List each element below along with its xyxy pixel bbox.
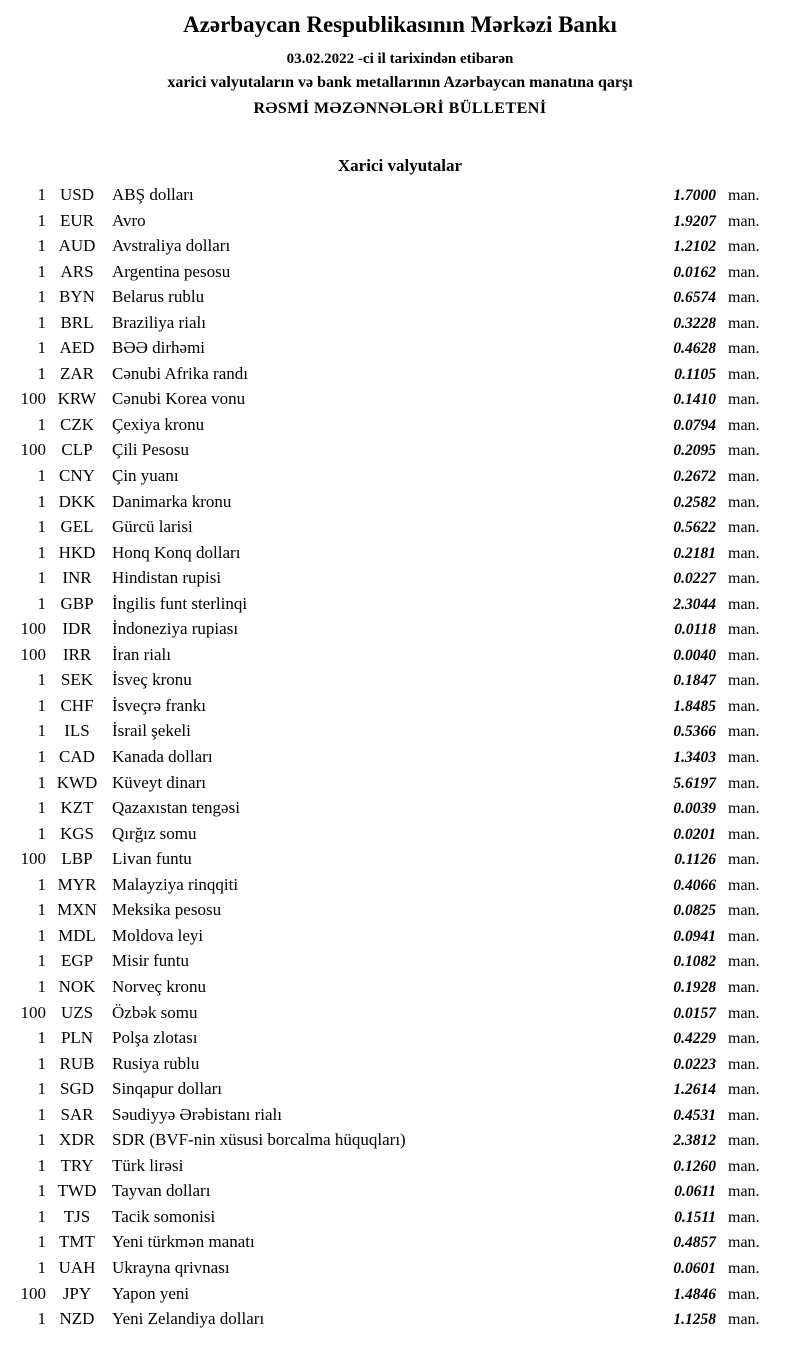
row-unit-label: man. xyxy=(728,646,760,664)
row-quantity: 1 xyxy=(37,414,46,434)
row-quantity: 1 xyxy=(37,925,46,945)
row-currency-code: CAD xyxy=(59,747,95,767)
effective-date-line: 03.02.2022 -ci il tarixindən etibarən xyxy=(286,51,514,67)
row-unit-label: man. xyxy=(728,570,760,588)
row-unit-label: man. xyxy=(728,953,760,971)
row-currency-code: TRY xyxy=(60,1155,94,1175)
row-currency-code: LBP xyxy=(61,849,93,869)
row-rate: 0.5366 xyxy=(673,723,716,741)
row-currency-code: KZT xyxy=(60,798,94,818)
table-row xyxy=(0,259,772,285)
row-rate: 0.1105 xyxy=(674,365,716,383)
table-row xyxy=(0,361,772,387)
row-rate: 0.4229 xyxy=(673,1030,716,1048)
row-unit-label: man. xyxy=(728,263,760,281)
row-currency-name: Polşa zlotası xyxy=(112,1028,198,1048)
table-row xyxy=(0,284,772,310)
row-unit-label: man. xyxy=(728,1285,760,1303)
row-rate: 1.9207 xyxy=(673,212,716,230)
section-title-foreign-currencies: Xarici valyutalar xyxy=(337,156,463,175)
row-currency-code: EGP xyxy=(60,951,94,971)
row-quantity: 1 xyxy=(37,823,46,843)
row-rate: 1.3403 xyxy=(673,749,716,767)
row-quantity: 100 xyxy=(20,1283,46,1303)
row-currency-code: UAH xyxy=(58,1257,96,1277)
row-currency-code: KRW xyxy=(57,389,97,409)
row-quantity: 1 xyxy=(37,1232,46,1252)
row-quantity: 1 xyxy=(37,900,46,920)
table-row xyxy=(0,412,772,438)
row-unit-label: man. xyxy=(728,365,760,383)
row-quantity: 1 xyxy=(37,210,46,230)
row-currency-code: USD xyxy=(59,185,94,204)
row-quantity: 1 xyxy=(37,721,46,741)
table-row xyxy=(0,897,772,923)
row-unit-label: man. xyxy=(728,519,760,537)
row-rate: 1.4846 xyxy=(673,1285,716,1303)
table-row xyxy=(0,182,772,208)
row-currency-code: BRL xyxy=(60,312,94,332)
row-rate: 0.2181 xyxy=(673,544,716,562)
row-quantity: 1 xyxy=(37,874,46,894)
table-row xyxy=(0,540,772,566)
row-quantity: 1 xyxy=(37,1079,46,1099)
row-currency-code: IRR xyxy=(62,644,92,664)
table-row xyxy=(0,974,772,1000)
row-currency-name: Kanada dolları xyxy=(112,747,213,767)
row-quantity: 1 xyxy=(37,747,46,767)
row-unit-label: man. xyxy=(728,978,760,996)
table-row xyxy=(0,1229,772,1255)
row-currency-code: MDL xyxy=(58,925,96,945)
table-row xyxy=(0,693,772,719)
row-unit-label: man. xyxy=(728,876,760,894)
table-row xyxy=(0,616,772,642)
table-row xyxy=(0,1127,772,1153)
row-unit-label: man. xyxy=(728,238,760,256)
table-row xyxy=(0,489,772,515)
row-currency-name: BƏƏ dirhəmi xyxy=(112,338,206,358)
row-currency-name: Moldova leyi xyxy=(112,925,204,945)
row-rate: 5.6197 xyxy=(673,774,716,792)
table-row xyxy=(0,718,772,744)
row-rate: 1.7000 xyxy=(673,187,716,204)
page-title: Azərbaycan Respublikasının Mərkəzi Bankı xyxy=(183,12,617,37)
row-rate: 0.1082 xyxy=(673,953,716,971)
row-currency-name: Qırğız somu xyxy=(112,823,197,843)
row-currency-name: İsrail şekeli xyxy=(112,721,191,741)
row-unit-label: man. xyxy=(728,314,760,332)
row-currency-code: ILS xyxy=(64,721,90,741)
row-unit-label: man. xyxy=(728,697,760,715)
row-quantity: 1 xyxy=(37,772,46,792)
row-currency-code: KGS xyxy=(59,823,94,843)
row-unit-label: man. xyxy=(728,544,760,562)
row-currency-code: IDR xyxy=(62,619,92,639)
row-unit-label: man. xyxy=(728,621,760,639)
row-currency-code: CLP xyxy=(61,440,93,460)
row-unit-label: man. xyxy=(728,1311,760,1329)
row-quantity: 100 xyxy=(20,849,46,869)
row-quantity: 1 xyxy=(37,517,46,537)
row-quantity: 1 xyxy=(37,236,46,256)
table-row xyxy=(0,437,772,463)
row-currency-code: UZS xyxy=(60,1002,94,1022)
table-row xyxy=(0,1281,772,1307)
row-currency-name: Malayziya rinqqiti xyxy=(112,874,239,894)
table-row xyxy=(0,1153,772,1179)
row-currency-name: Tayvan dolları xyxy=(112,1181,211,1201)
row-currency-name: Avro xyxy=(112,210,146,230)
table-row xyxy=(0,514,772,540)
row-rate: 0.1126 xyxy=(674,851,716,869)
row-currency-name: Danimarka kronu xyxy=(112,491,232,511)
row-unit-label: man. xyxy=(728,1157,760,1175)
row-currency-code: MYR xyxy=(57,874,97,894)
table-row xyxy=(0,642,772,668)
row-rate: 0.2095 xyxy=(673,442,716,460)
table-row xyxy=(0,1255,772,1281)
row-currency-code: MXN xyxy=(57,900,97,920)
row-quantity: 1 xyxy=(37,542,46,562)
row-quantity: 1 xyxy=(37,1309,46,1329)
row-currency-name: Özbək somu xyxy=(112,1002,198,1022)
row-currency-name: Rusiya rublu xyxy=(112,1053,200,1073)
row-rate: 0.1511 xyxy=(674,1208,716,1226)
row-currency-code: DKK xyxy=(58,491,96,511)
table-row xyxy=(0,591,772,617)
row-rate: 0.0157 xyxy=(673,1004,716,1022)
row-currency-name: Küveyt dinarı xyxy=(112,772,206,792)
row-rate: 0.0118 xyxy=(674,621,716,639)
table-row xyxy=(0,1000,772,1026)
row-unit-label: man. xyxy=(728,289,760,307)
row-rate: 0.0040 xyxy=(673,646,716,664)
row-rate: 0.4066 xyxy=(673,876,716,894)
row-currency-name: Türk lirəsi xyxy=(112,1155,184,1175)
row-unit-label: man. xyxy=(728,723,760,741)
row-rate: 0.3228 xyxy=(673,314,716,332)
subtitle-line-1: xarici valyutaların və bank metallarının Azərbaycan manatına qarşı xyxy=(167,74,633,91)
row-unit-label: man. xyxy=(728,468,760,486)
row-unit-label: man. xyxy=(728,1081,760,1099)
row-rate: 0.0201 xyxy=(673,825,716,843)
row-currency-code: TJS xyxy=(63,1206,91,1226)
row-currency-code: TMT xyxy=(59,1232,95,1252)
row-rate: 0.2672 xyxy=(673,468,716,486)
row-unit-label: man. xyxy=(728,1234,760,1252)
subtitle-line-2: RƏSMİ MƏZƏNNƏLƏRİ BÜLLETENİ xyxy=(253,100,547,117)
row-currency-name: Yeni türkmən manatı xyxy=(112,1232,255,1252)
table-row xyxy=(0,1051,772,1077)
row-unit-label: man. xyxy=(728,187,760,204)
row-unit-label: man. xyxy=(728,416,760,434)
row-quantity: 100 xyxy=(20,644,46,664)
row-quantity: 1 xyxy=(37,185,46,204)
row-quantity: 100 xyxy=(20,440,46,460)
row-rate: 0.4628 xyxy=(673,340,716,358)
row-unit-label: man. xyxy=(728,825,760,843)
row-quantity: 100 xyxy=(20,389,46,409)
row-quantity: 1 xyxy=(37,363,46,383)
row-currency-code: ARS xyxy=(60,261,94,281)
row-unit-label: man. xyxy=(728,391,760,409)
row-currency-name: Yapon yeni xyxy=(112,1283,190,1303)
row-currency-code: SEK xyxy=(60,670,94,690)
row-unit-label: man. xyxy=(728,672,760,690)
row-rate: 0.0162 xyxy=(673,263,716,281)
row-currency-name: Yeni Zelandiya dolları xyxy=(112,1309,265,1329)
row-unit-label: man. xyxy=(728,1106,760,1124)
row-unit-label: man. xyxy=(728,1208,760,1226)
row-currency-name: İran rialı xyxy=(112,644,171,664)
row-rate: 0.4531 xyxy=(673,1106,716,1124)
row-rate: 0.6574 xyxy=(673,289,716,307)
row-currency-code: AED xyxy=(59,338,95,358)
row-currency-code: ZAR xyxy=(60,363,94,383)
row-quantity: 1 xyxy=(37,798,46,818)
row-rate: 1.2614 xyxy=(673,1081,716,1099)
document-header xyxy=(0,10,800,122)
row-quantity: 1 xyxy=(37,976,46,996)
row-currency-name: Çexiya kronu xyxy=(112,414,205,434)
row-rate: 0.0825 xyxy=(673,902,716,920)
row-quantity: 1 xyxy=(37,568,46,588)
row-quantity: 100 xyxy=(20,619,46,639)
row-rate: 0.0941 xyxy=(673,927,716,945)
row-quantity: 1 xyxy=(37,593,46,613)
row-quantity: 1 xyxy=(37,287,46,307)
row-rate: 1.8485 xyxy=(673,697,716,715)
row-currency-code: XDR xyxy=(59,1130,95,1150)
row-rate: 0.5622 xyxy=(673,519,716,537)
row-rate: 1.1258 xyxy=(673,1311,716,1329)
row-rate: 0.0227 xyxy=(673,570,716,588)
row-unit-label: man. xyxy=(728,1183,760,1201)
row-currency-name: Cənubi Korea vonu xyxy=(112,389,246,409)
table-row xyxy=(0,1306,772,1332)
row-quantity: 1 xyxy=(37,951,46,971)
row-currency-code: CHF xyxy=(60,695,94,715)
row-currency-code: EUR xyxy=(60,210,94,230)
table-row xyxy=(0,948,772,974)
row-currency-code: CNY xyxy=(59,466,95,486)
row-unit-label: man. xyxy=(728,595,760,613)
row-quantity: 1 xyxy=(37,670,46,690)
row-quantity: 100 xyxy=(20,1002,46,1022)
row-currency-name: Norveç kronu xyxy=(112,976,206,996)
row-currency-name: Çin yuanı xyxy=(112,466,179,486)
row-currency-code: HKD xyxy=(58,542,96,562)
row-quantity: 1 xyxy=(37,466,46,486)
row-currency-name: Belarus rublu xyxy=(112,287,205,307)
row-unit-label: man. xyxy=(728,493,760,511)
table-row xyxy=(0,1076,772,1102)
row-currency-name: Ukrayna qrivnası xyxy=(112,1257,230,1277)
table-row xyxy=(0,1025,772,1051)
table-row xyxy=(0,795,772,821)
row-currency-name: SDR (BVF-nin xüsusi borcalma hüquqları) xyxy=(112,1130,406,1150)
row-currency-code: JPY xyxy=(62,1283,92,1303)
row-quantity: 1 xyxy=(37,1028,46,1048)
table-row xyxy=(0,1178,772,1204)
row-currency-name: Honq Konq dolları xyxy=(112,542,241,562)
row-currency-code: INR xyxy=(62,568,92,588)
table-row xyxy=(0,667,772,693)
row-rate: 0.0794 xyxy=(673,416,716,434)
row-unit-label: man. xyxy=(728,1030,760,1048)
row-rate: 0.4857 xyxy=(673,1234,716,1252)
table-row xyxy=(0,335,772,361)
row-unit-label: man. xyxy=(728,902,760,920)
row-unit-label: man. xyxy=(728,212,760,230)
row-quantity: 1 xyxy=(37,338,46,358)
row-rate: 0.1847 xyxy=(673,672,716,690)
row-currency-name: Sinqapur dolları xyxy=(112,1079,223,1099)
row-rate: 0.2582 xyxy=(673,493,716,511)
row-quantity: 1 xyxy=(37,1181,46,1201)
row-currency-name: Braziliya rialı xyxy=(112,312,206,332)
table-row xyxy=(0,872,772,898)
row-quantity: 1 xyxy=(37,261,46,281)
table-row xyxy=(0,821,772,847)
row-currency-name: Tacik somonisi xyxy=(112,1206,216,1226)
row-quantity: 1 xyxy=(37,312,46,332)
row-currency-name: Qazaxıstan tengəsi xyxy=(112,798,240,818)
table-row xyxy=(0,310,772,336)
row-quantity: 1 xyxy=(37,695,46,715)
table-row xyxy=(0,744,772,770)
row-currency-code: NOK xyxy=(58,976,96,996)
row-currency-code: SAR xyxy=(60,1104,94,1124)
row-currency-name: ABŞ dolları xyxy=(112,185,194,204)
row-rate: 2.3044 xyxy=(673,595,716,613)
row-quantity: 1 xyxy=(37,1206,46,1226)
row-currency-code: NZD xyxy=(59,1309,95,1329)
table-row xyxy=(0,208,772,234)
row-currency-name: Livan funtu xyxy=(112,849,192,869)
row-currency-name: İsveç kronu xyxy=(112,670,192,690)
row-currency-code: BYN xyxy=(59,287,95,307)
row-unit-label: man. xyxy=(728,1132,760,1150)
table-row xyxy=(0,770,772,796)
table-row xyxy=(0,565,772,591)
row-currency-name: Misir funtu xyxy=(112,951,189,971)
row-rate: 1.2102 xyxy=(673,238,716,256)
row-quantity: 1 xyxy=(37,1257,46,1277)
rates-table xyxy=(0,182,800,1332)
row-rate: 2.3812 xyxy=(673,1132,716,1150)
row-quantity: 1 xyxy=(37,1053,46,1073)
row-unit-label: man. xyxy=(728,340,760,358)
row-rate: 0.1928 xyxy=(673,978,716,996)
row-quantity: 1 xyxy=(37,1130,46,1150)
row-currency-name: Gürcü larisi xyxy=(112,517,193,537)
table-row xyxy=(0,1204,772,1230)
row-unit-label: man. xyxy=(728,1055,760,1073)
row-currency-code: GBP xyxy=(60,593,94,613)
table-row xyxy=(0,1102,772,1128)
row-currency-name: Avstraliya dolları xyxy=(112,236,231,256)
row-unit-label: man. xyxy=(728,800,760,818)
row-quantity: 1 xyxy=(37,491,46,511)
row-rate: 0.0039 xyxy=(673,800,716,818)
row-unit-label: man. xyxy=(728,442,760,460)
table-row xyxy=(0,463,772,489)
row-currency-name: Argentina pesosu xyxy=(112,261,231,281)
row-rate: 0.0601 xyxy=(673,1259,716,1277)
table-row xyxy=(0,386,772,412)
row-currency-name: Hindistan rupisi xyxy=(112,568,222,588)
table-row xyxy=(0,233,772,259)
table-row xyxy=(0,846,772,872)
row-unit-label: man. xyxy=(728,1259,760,1277)
row-currency-name: Səudiyyə Ərəbistanı rialı xyxy=(112,1104,282,1124)
row-unit-label: man. xyxy=(728,774,760,792)
row-currency-code: TWD xyxy=(57,1181,97,1201)
row-unit-label: man. xyxy=(728,927,760,945)
row-currency-code: GEL xyxy=(60,517,94,537)
row-currency-name: Cənubi Afrika randı xyxy=(112,363,248,383)
row-currency-code: AUD xyxy=(58,236,96,256)
row-quantity: 1 xyxy=(37,1155,46,1175)
row-rate: 0.1260 xyxy=(673,1157,716,1175)
table-row xyxy=(0,923,772,949)
row-currency-code: PLN xyxy=(60,1028,94,1048)
row-rate: 0.0611 xyxy=(674,1183,716,1201)
row-currency-name: Meksika pesosu xyxy=(112,900,222,920)
row-currency-name: İngilis funt sterlinqi xyxy=(112,593,248,613)
row-unit-label: man. xyxy=(728,1004,760,1022)
row-currency-name: İsveçrə frankı xyxy=(112,695,206,715)
row-currency-code: CZK xyxy=(60,414,94,434)
row-rate: 0.0223 xyxy=(673,1055,716,1073)
row-currency-name: Çili Pesosu xyxy=(112,440,189,460)
row-unit-label: man. xyxy=(728,749,760,767)
row-rate: 0.1410 xyxy=(673,391,716,409)
row-quantity: 1 xyxy=(37,1104,46,1124)
row-unit-label: man. xyxy=(728,851,760,869)
row-currency-code: KWD xyxy=(56,772,98,792)
row-currency-code: SGD xyxy=(59,1079,94,1099)
row-currency-name: İndoneziya rupiası xyxy=(112,619,239,639)
row-currency-code: RUB xyxy=(59,1053,95,1073)
